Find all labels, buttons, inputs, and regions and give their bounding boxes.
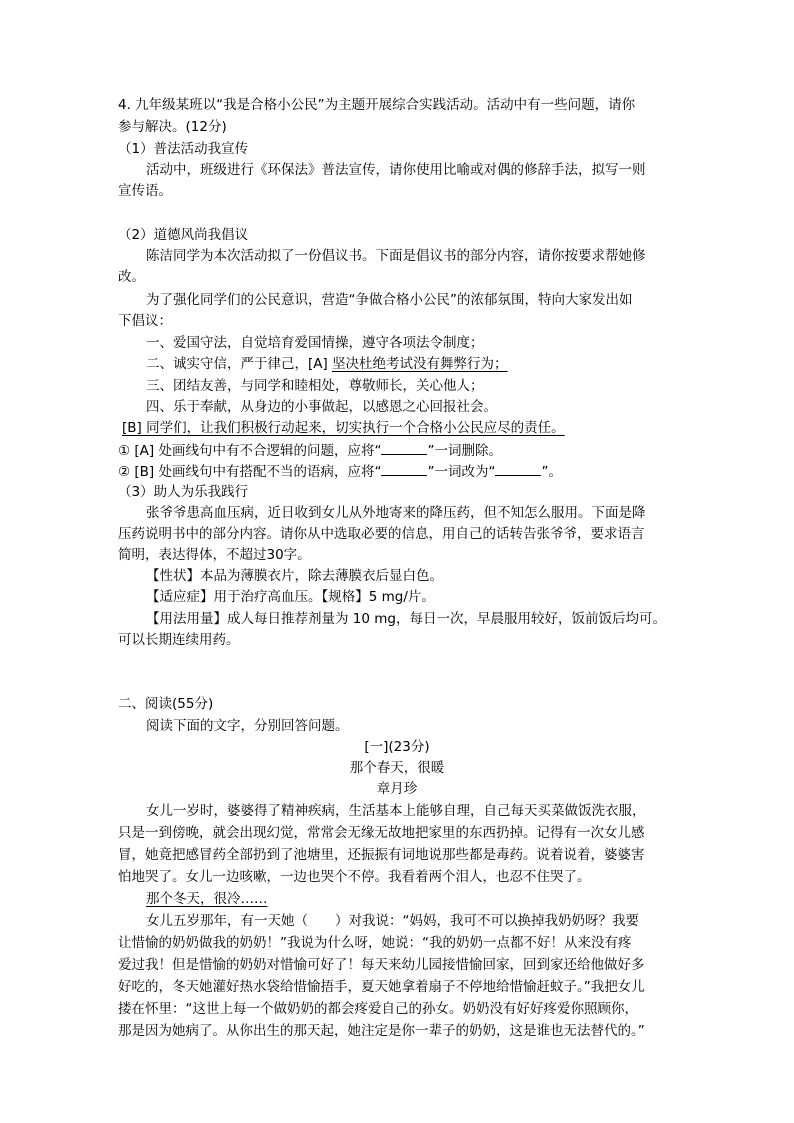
part-3-line-3: 简明，表达得体，不超过30字。 xyxy=(118,547,311,563)
paragraph-3-line: 爱过我！但是惜愉的奶奶对惜愉可好了！每天来幼儿园接惜愉回家，回到家还给他做好多 xyxy=(118,957,645,973)
part-2-line-1: 陈洁同学为本次活动拟了一份倡议书。下面是倡议书的部分内容，请你按要求帮她修 xyxy=(146,248,646,264)
paragraph-3-line: 让惜愉的奶奶做我的奶奶！”我说为什么呀，她说：“我的奶奶一点都不好！从来没有疼 xyxy=(118,935,632,951)
paragraph-1-line: 女儿一岁时，婆婆得了精神疾病，生活基本上能够自理，自己每天买菜做饭洗衣服， xyxy=(146,803,646,819)
drug-indication: 【适应症】用于治疗高血压。【规格】5 mg/片。 xyxy=(146,589,435,605)
paragraph-3-line: 搂在怀里：“这世上每一个做奶奶的都会疼爱自己的孙女。奶奶没有好好疼爱你照顾你， xyxy=(118,1001,638,1017)
part-1-line-2: 宣传语。 xyxy=(118,183,172,199)
section-label: [一](23分) xyxy=(364,739,430,755)
reading-intro: 阅读下面的文字，分别回答问题。 xyxy=(146,718,349,734)
part-1-line-1: 活动中，班级进行《环保法》普法宣传，请你使用比喻或对偶的修辞手法，拟写一则 xyxy=(146,162,646,178)
paragraph-3-line: 好吃的，冬天她灌好热水袋给惜愉捂手，夏天她拿着扇子不停地给惜愉赶蚊子。”我把女儿 xyxy=(118,979,645,995)
part-1-title: （1）普法活动我宣传 xyxy=(118,141,249,157)
sub-question-b xyxy=(118,461,562,482)
sub-question-b-suffix: ”。 xyxy=(541,464,562,480)
underlined-sentence-a: 坚决杜绝考试没有舞弊行为； xyxy=(332,356,508,372)
answer-blank-b2[interactable] xyxy=(495,461,541,476)
underlined-sentence-b: [B] 同学们，让我们积极行动起来，切实执行一个合格小公民应尽的责任。 xyxy=(122,420,565,436)
sub-question-b-prefix: ② [B] 处画线句中有搭配不当的语病，应将“ xyxy=(118,464,382,480)
reading-heading: 二、阅读(55分) xyxy=(118,696,214,712)
answer-blank-a[interactable] xyxy=(381,440,427,455)
paragraph-1-line: 冒，她竟把感冒药全部扔到了池塘里，还振振有词地说那些都是毒药。说着说着，婆婆害 xyxy=(118,847,645,863)
drug-dosage-continued: 可以长期连续用药。 xyxy=(118,632,240,648)
sub-question-a-prefix: ① [A] 处画线句中有不合逻辑的问题，应将“ xyxy=(118,443,382,459)
part-2-line-4: 下倡议： xyxy=(118,313,172,329)
part-2-line-3: 为了强化同学们的公民意识，营造“争做合格小公民”的浓郁氛围，特向大家发出如 xyxy=(146,292,633,308)
paragraph-3-line: 女儿五岁那年，有一天她（ ）对我说：“妈妈，我可不可以换掉我奶奶呀？我要 xyxy=(146,913,639,929)
question-4-line-1: 4. 九年级某班以“我是合格小公民”为主题开展综合实践活动。活动中有一些问题，请你 xyxy=(118,97,636,113)
sub-question-b-middle: ”一词改为“ xyxy=(427,464,496,480)
proposal-item-2-prefix: 二、诚实守信，严于律己，[A] xyxy=(146,356,333,372)
proposal-item-2 xyxy=(146,354,508,374)
paragraph-2: 那个冬天，很冷…… xyxy=(146,891,268,907)
proposal-item-3: 三、团结友善，与同学和睦相处，尊敬师长，关心他人； xyxy=(146,378,484,394)
question-4-line-2: 参与解决。(12分) xyxy=(118,119,227,135)
part-3-line-1: 张爷爷患高血压病，近日收到女儿从外地寄来的降压药，但不知怎么服用。下面是降 xyxy=(146,505,646,521)
answer-blank-b1[interactable] xyxy=(381,461,427,476)
sub-question-a xyxy=(118,440,502,461)
sub-question-a-suffix: ”一词删除。 xyxy=(427,443,502,459)
part-2-title: （2）道德风尚我倡议 xyxy=(118,227,249,243)
paragraph-1-line: 只是一到傍晚，就会出现幻觉，常常会无缘无故地把家里的东西扔掉。记得有一次女儿感 xyxy=(118,825,645,841)
proposal-item-4: 四、乐于奉献，从身边的小事做起，以感恩之心回报社会。 xyxy=(146,399,497,415)
part-3-title: （3）助人为乐我践行 xyxy=(118,484,249,500)
paragraph-1-line: 怕地哭了。女儿一边咳嗽，一边也哭个不停。我看着两个泪人，也忍不住哭了。 xyxy=(118,869,591,885)
drug-property: 【性状】本品为薄膜衣片，除去薄膜衣后显白色。 xyxy=(146,568,443,584)
part-2-line-2: 改。 xyxy=(118,269,145,285)
article-title: 那个春天，很暖 xyxy=(349,760,445,776)
paragraph-3-line: 那是因为她病了。从你出生的那天起，她注定是你一辈子的奶奶，这是谁也无法替代的。” xyxy=(118,1023,645,1039)
drug-dosage: 【用法用量】成人每日推荐剂量为 10 mg，每日一次，早晨服用较好，饭前饭后均可。 xyxy=(146,611,666,627)
proposal-item-1: 一、爱国守法，自觉培育爱国情操，遵守各项法令制度； xyxy=(146,335,484,351)
part-3-line-2: 压药说明书中的部分内容。请你从中选取必要的信息，用自己的话转告张爷爷，要求语言 xyxy=(118,526,645,542)
article-author: 章月珍 xyxy=(376,781,418,797)
